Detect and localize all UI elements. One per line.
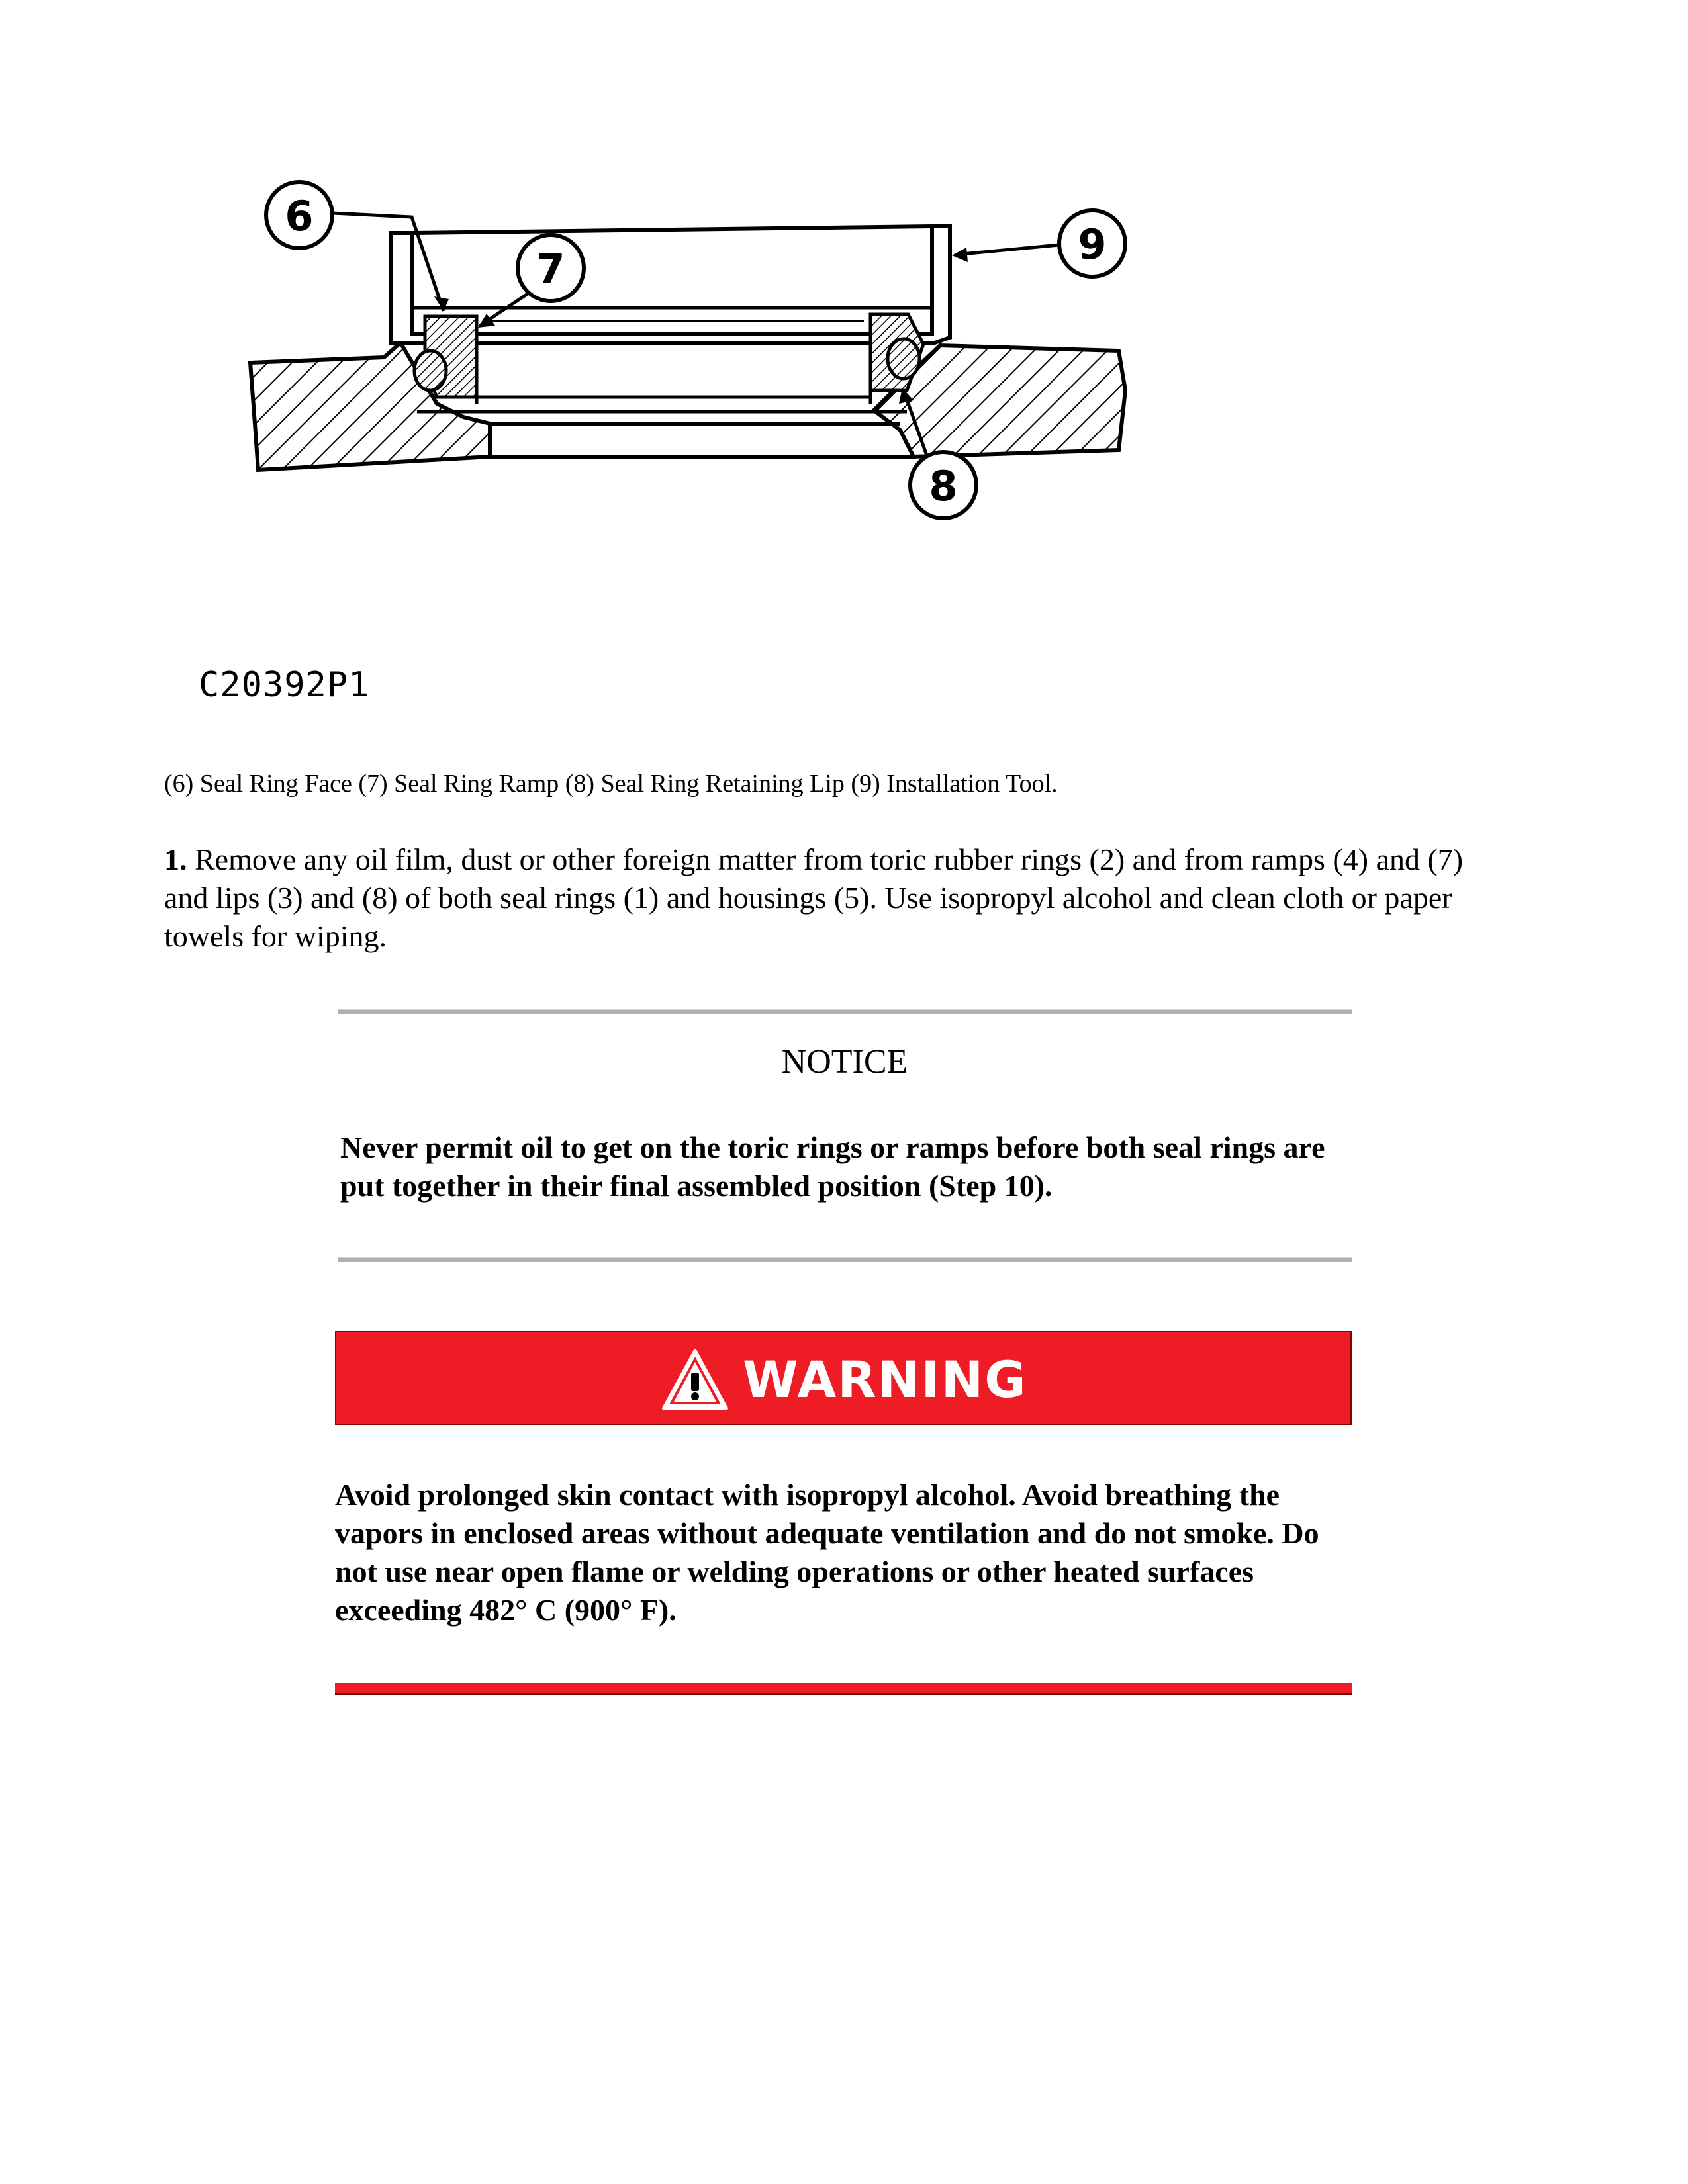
- notice-top-rule: [338, 1009, 1352, 1014]
- notice-text: Never permit oil to get on the toric rings or ramps before both seal rings are put together in their final assembled position (Step 10).: [340, 1130, 1325, 1203]
- warning-bottom-rule: [335, 1683, 1352, 1695]
- warning-banner: [335, 1331, 1352, 1425]
- step-text: Remove any oil film, dust or other foreign matter from toric rubber rings (2) and from ramps (4) and (7) and lips (3) and (8) of both seal rings (1) and housings (5). Use isopropyl alcohol and clean cloth or paper towels for wiping.: [164, 842, 1464, 953]
- callout-7: 7: [536, 245, 565, 293]
- seal-cross-section-diagram: [238, 172, 1152, 556]
- callout-6: 6: [285, 192, 314, 240]
- step-paragraph: [164, 841, 1488, 956]
- figure-caption: (6) Seal Ring Face (7) Seal Ring Ramp (8) Seal Ring Retaining Lip (9) Installation Tool.: [164, 770, 1058, 797]
- callout-8: 8: [929, 462, 958, 510]
- notice-bottom-rule: [338, 1257, 1352, 1262]
- warning-triangle-icon: [661, 1347, 729, 1411]
- figure-code: C20392P1: [199, 665, 370, 705]
- callout-9: 9: [1078, 220, 1107, 269]
- warning-label: WARNING: [743, 1349, 1027, 1409]
- warning-text: Avoid prolonged skin contact with isopropyl alcohol. Avoid breathing the vapors in enclosed areas without adequate ventilation and do not smoke. Do not use near open flame or welding operations or other heated surfaces exceeding 482° C (900° F).: [335, 1478, 1319, 1627]
- step-number: 1.: [164, 842, 187, 876]
- notice-title: NOTICE: [781, 1043, 908, 1081]
